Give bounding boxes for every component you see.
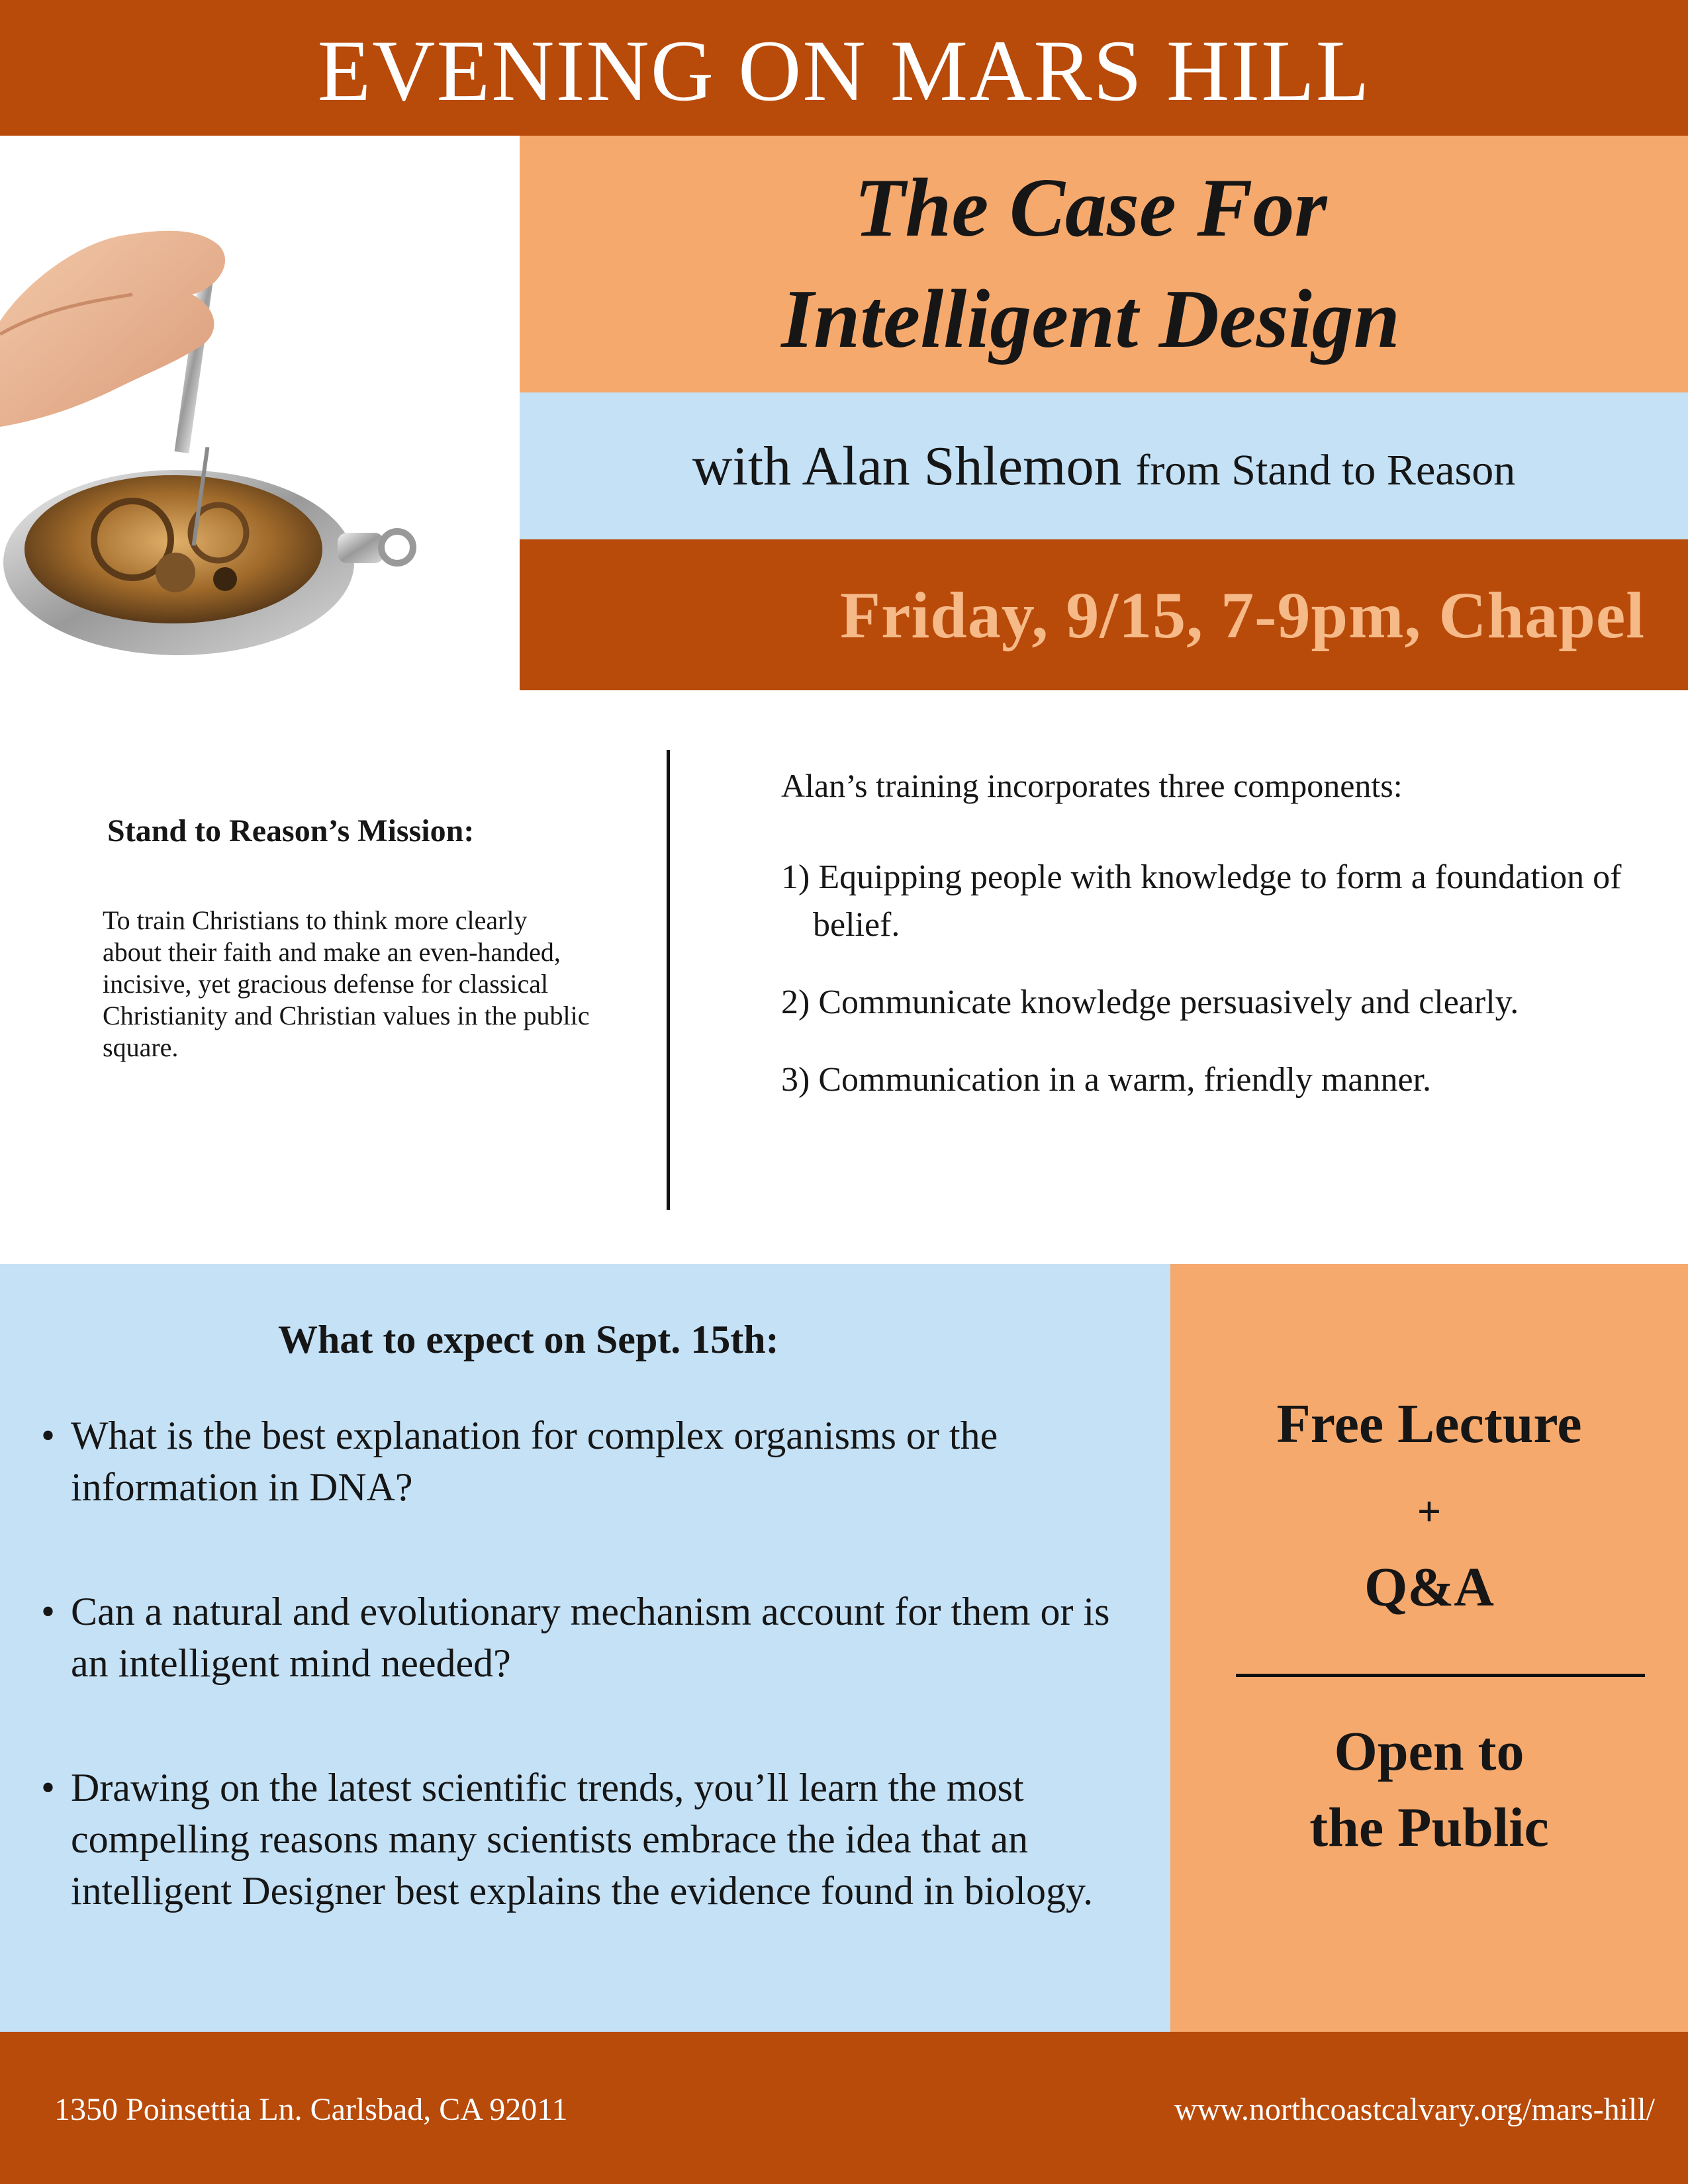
open-label-line2: the Public: [1309, 1797, 1549, 1858]
event-title-line1: The Case For: [854, 162, 1327, 255]
open-label-line1: Open to: [1334, 1721, 1524, 1782]
qa-label: Q&A: [1364, 1557, 1494, 1618]
speaker-block: [520, 392, 1688, 539]
mission-body: To train Christians to think more clearly about their faith and make an even-handed, incisive, yet gracious defense for classical Christianity and Christian values in the public square.: [103, 905, 590, 1062]
footer-url[interactable]: www.northcoastcalvary.org/mars-hill/: [1174, 2092, 1655, 2127]
watch-repair-photo: [0, 136, 520, 692]
training-item: 2) Communicate knowledge persuasively and clearly.: [781, 983, 1519, 1021]
expect-item: [41, 1410, 1140, 1513]
training-list: [781, 854, 1655, 1134]
bullet-icon: •: [41, 1766, 56, 1809]
training-intro: Alan’s training incorporates three components:: [781, 767, 1403, 804]
bullet-icon: •: [41, 1590, 56, 1633]
speaker-name: with Alan Shlemon: [692, 435, 1122, 497]
speaker-org: from Stand to Reason: [1135, 445, 1516, 494]
expect-item-text: What is the best explanation for complex organisms or the information in DNA?: [71, 1414, 998, 1509]
side-panel: [1170, 1264, 1688, 2032]
expect-item: [41, 1586, 1140, 1689]
watch-repair-icon: [0, 136, 520, 692]
event-date: Friday, 9/15, 7-9pm, Chapel: [840, 578, 1645, 652]
free-lecture-label: Free Lecture: [1276, 1393, 1582, 1455]
event-title-line2: Intelligent Design: [781, 273, 1400, 365]
training-item: 3) Communication in a warm, friendly manner.: [781, 1061, 1431, 1099]
speaker-line: [692, 434, 1515, 498]
expect-item-text: Can a natural and evolutionary mechanism account for them or is an intelligent mind needed?: [71, 1590, 1110, 1685]
event-title-block: [520, 136, 1688, 392]
vertical-divider: [667, 750, 670, 1210]
expect-item-text: Drawing on the latest scientific trends, you’ll learn the most compelling reasons many scientists embrace the idea that an intelligent Designer best explains the evidence found in biology.: [71, 1766, 1094, 1913]
top-banner: [0, 0, 1688, 136]
footer-address: 1350 Poinsettia Ln. Carlsbad, CA 92011: [54, 2092, 568, 2127]
training-item: 1) Equipping people with knowledge to form a foundation of belief.: [781, 858, 1622, 944]
side-divider: [1236, 1674, 1645, 1677]
plus-label: +: [1417, 1488, 1442, 1535]
bullet-icon: •: [41, 1414, 56, 1457]
expect-item: [41, 1762, 1140, 1917]
expect-list: [41, 1410, 1140, 1989]
series-title: EVENING ON MARS HILL: [317, 21, 1371, 119]
mission-heading: Stand to Reason’s Mission:: [107, 813, 475, 848]
expect-heading: What to expect on Sept. 15th:: [278, 1318, 779, 1361]
date-block: [520, 539, 1688, 690]
